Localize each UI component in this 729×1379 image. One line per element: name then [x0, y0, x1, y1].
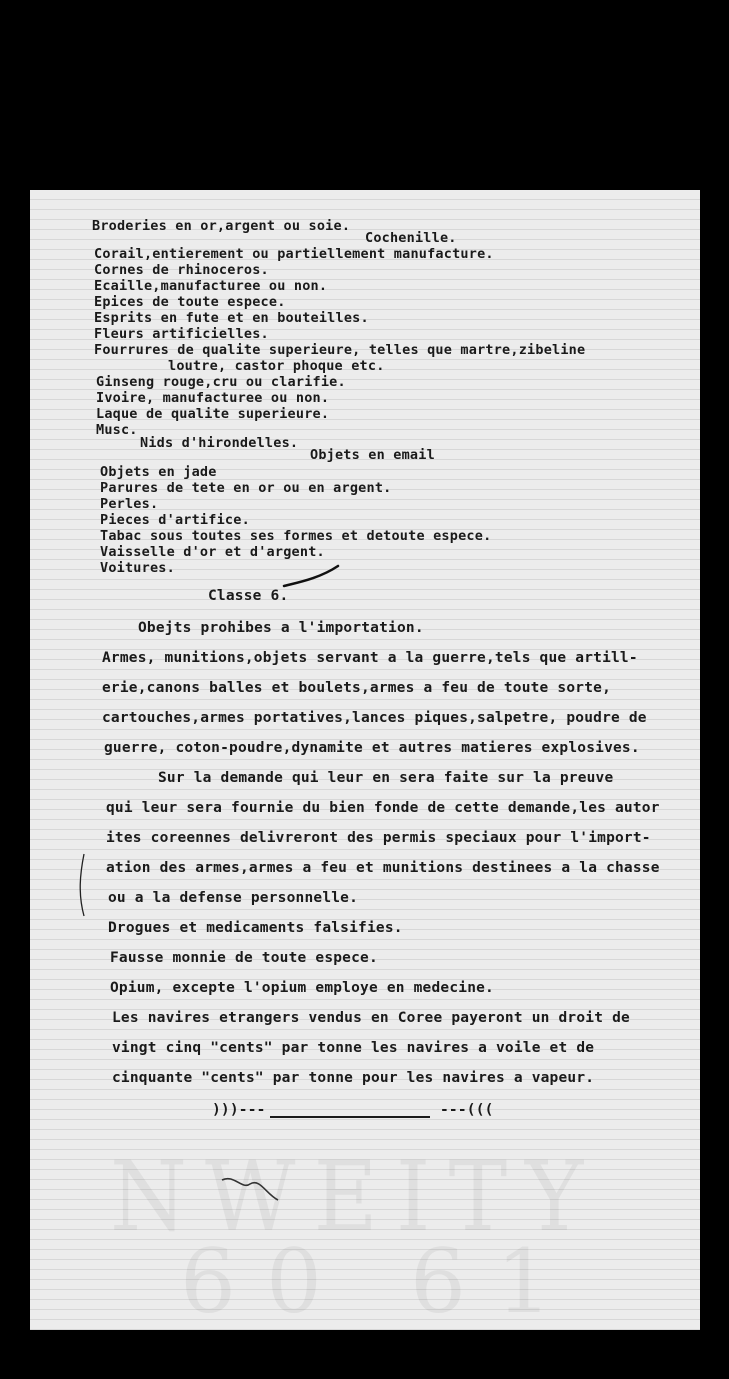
list-line: Ginseng rouge,cru ou clarifie. — [96, 374, 346, 390]
list-line: Epices de toute espece. — [94, 294, 286, 310]
body-line: cinquante "cents" par tonne pour les navires a vapeur. — [112, 1070, 595, 1086]
list-line: Vaisselle d'or et d'argent. — [100, 544, 325, 560]
body-line: erie,canons balles et boulets,armes a feu de toute sorte, — [102, 680, 611, 696]
list-line: Voitures. — [100, 560, 175, 576]
body-line: cartouches,armes portatives,lances piques,salpetre, poudre de — [102, 710, 647, 726]
list-line: Fleurs artificielles. — [94, 326, 269, 342]
body-line: Opium, excepte l'opium employe en medecine. — [110, 980, 494, 996]
body-line: guerre, coton-poudre,dynamite et autres matieres explosives. — [104, 740, 640, 756]
end-marker-left: )))--- — [212, 1102, 266, 1118]
list-line: Fourrures de qualite superieure, telles que martre,zibeline — [94, 342, 586, 358]
list-line: Corail,entierement ou partiellement manufacture. — [94, 246, 494, 262]
body-line: Armes, munitions,objets servant a la guerre,tels que artill- — [102, 650, 638, 666]
list-line: Objets en jade — [100, 464, 217, 480]
margin-pen-mark — [70, 850, 100, 920]
body-line: ites coreennes delivreront des permis speciaux pour l'import- — [106, 830, 651, 846]
end-marker-right: ---((( — [440, 1102, 494, 1118]
classe-heading: Classe 6. — [208, 588, 289, 604]
list-line: Cochenille. — [365, 230, 457, 246]
list-line: Pieces d'artifice. — [100, 512, 250, 528]
list-line: Ivoire, manufacturee ou non. — [96, 390, 330, 406]
list-line: Musc. — [96, 422, 138, 438]
squiggle-mark — [220, 1170, 290, 1210]
body-line: ou a la defense personnelle. — [108, 890, 359, 906]
list-line: Cornes de rhinoceros. — [94, 262, 269, 278]
list-line: Nids d'hirondelles. — [140, 435, 299, 451]
list-line: Broderies en or,argent ou soie. — [92, 218, 351, 234]
list-line: Objets en email — [310, 447, 435, 463]
bleed-through-stamp: NWEITY — [110, 1139, 602, 1254]
pen-stroke-mark — [280, 562, 350, 590]
list-line: Tabac sous toutes ses formes et detoute espece. — [100, 528, 492, 544]
body-line: Drogues et medicaments falsifies. — [108, 920, 403, 936]
list-line: loutre, castor phoque etc. — [168, 358, 385, 374]
list-line: Parures de tete en or ou en argent. — [100, 480, 392, 496]
body-line: vingt cinq "cents" par tonne les navires a voile et de — [112, 1040, 595, 1056]
body-line: qui leur sera fournie du bien fonde de cette demande,les autor — [106, 800, 660, 816]
bleed-through-number: 60 61 — [180, 1230, 582, 1330]
body-line: ation des armes,armes a feu et munitions destinees a la chasse — [106, 860, 660, 876]
document-page — [30, 190, 700, 1330]
body-line: Les navires etrangers vendus en Coree payeront un droit de — [112, 1010, 630, 1026]
classe-subheading: Obejts prohibes a l'importation. — [138, 620, 424, 636]
list-line: Esprits en fute et en bouteilles. — [94, 310, 369, 326]
list-line: Ecaille,manufacturee ou non. — [94, 278, 328, 294]
body-line: Fausse monnie de toute espece. — [110, 950, 378, 966]
list-line: Perles. — [100, 496, 159, 512]
end-rule — [270, 1116, 430, 1118]
list-line: Laque de qualite superieure. — [96, 406, 330, 422]
body-line: Sur la demande qui leur en sera faite sur la preuve — [158, 770, 614, 786]
